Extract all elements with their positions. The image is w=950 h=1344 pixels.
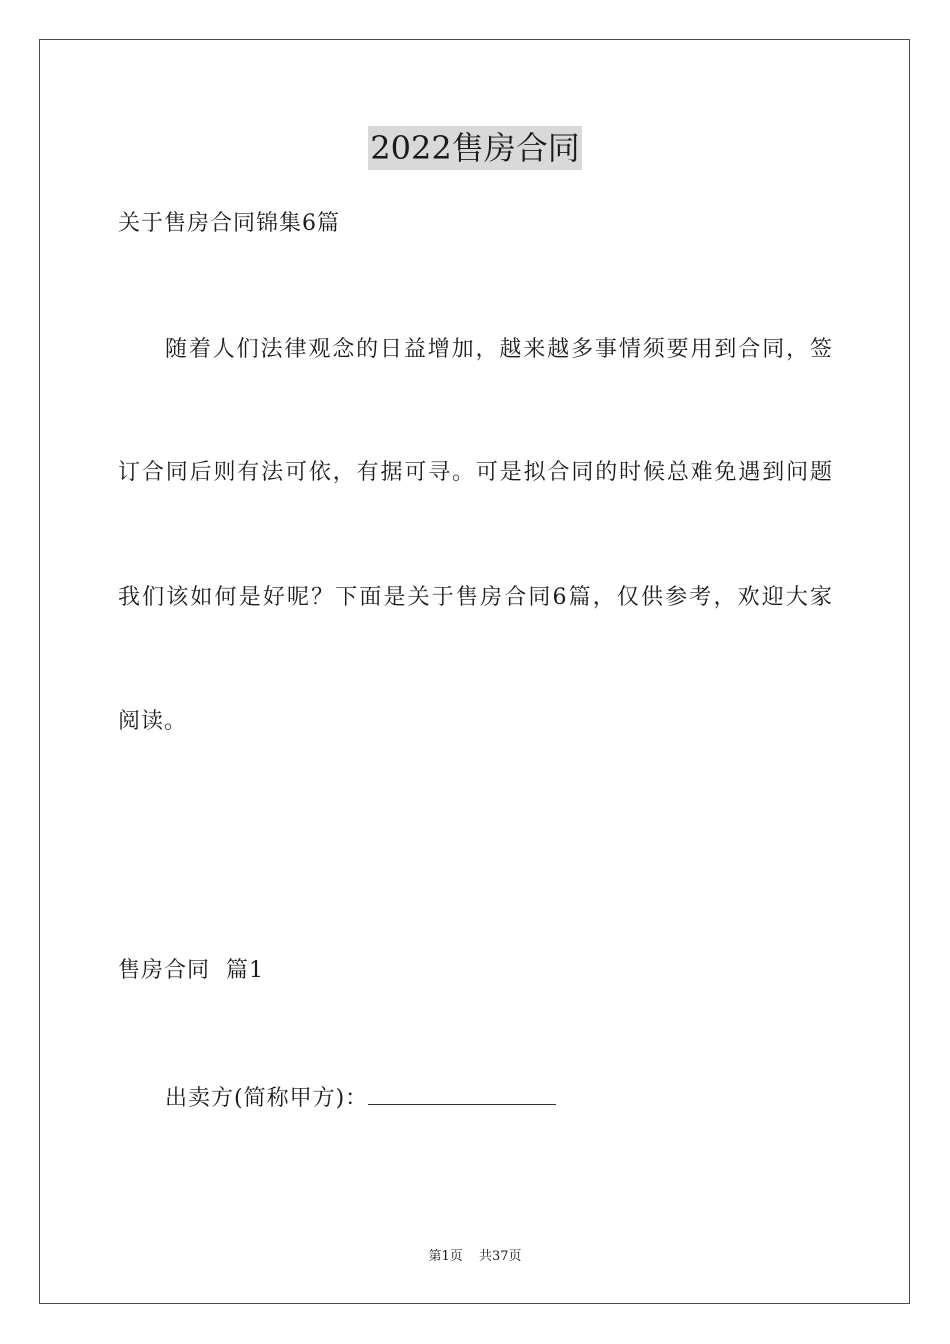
intro-line-4: 阅读。 <box>118 709 188 734</box>
document-title: 2022售房合同 <box>368 126 581 170</box>
page-current: 第1页 <box>428 1249 463 1264</box>
section-heading: 售房合同 篇1 <box>118 958 264 983</box>
page-total: 共37页 <box>478 1249 522 1264</box>
intro-line-3: 我们该如何是好呢？下面是关于售房合同6篇，仅供参考，欢迎大家 <box>118 585 832 610</box>
document-subtitle: 关于售房合同锦集6篇 <box>118 211 340 236</box>
seller-label: 出卖方(简称甲方)： <box>165 1086 369 1111</box>
intro-line-1: 随着人们法律观念的日益增加，越来越多事情须要用到合同，签 <box>165 337 832 362</box>
seller-field <box>165 1082 556 1113</box>
seller-blank-line <box>368 1082 556 1105</box>
intro-line-2: 订合同后则有法可依，有据可寻。可是拟合同的时候总难免遇到问题 <box>118 460 832 485</box>
title-container <box>0 126 950 170</box>
page-footer <box>0 1248 950 1266</box>
